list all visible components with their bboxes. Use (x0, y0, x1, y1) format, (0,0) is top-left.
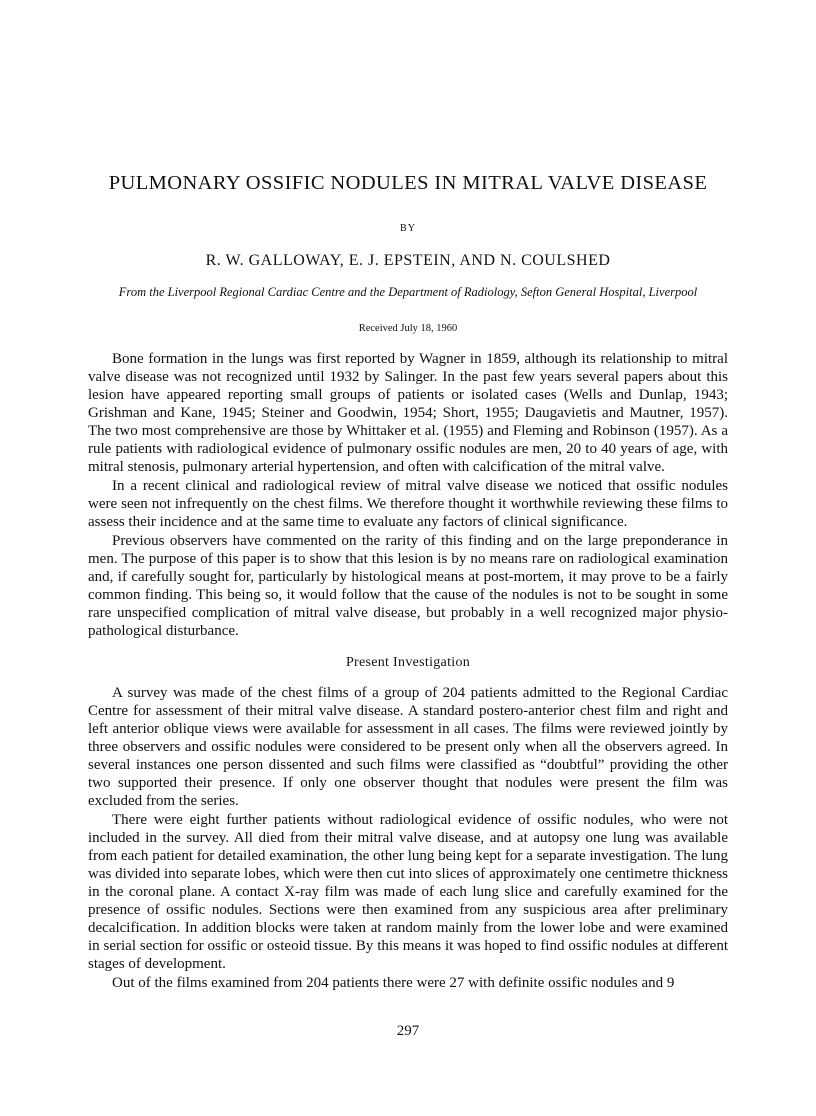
page-number: 297 (396, 1023, 420, 1039)
article-body (88, 350, 728, 993)
section-heading: Present Investigation (345, 655, 471, 670)
article-title: PULMONARY OSSIFIC NODULES IN MITRAL VALVE DISEASE (108, 172, 708, 194)
paragraph: Out of the films examined from 204 patients there were 27 with definite ossific nodules and 9 (112, 975, 675, 991)
paragraph: Bone formation in the lungs was first reported by Wagner in 1859, although its relationship to mitral valve disease was not recognized until 1932 by Salinger. In the past few years several papers about this lesion have appeared reporting small groups of patients or isolated cases (Wells and Dunlap, 1943; Grishman and Kane, 1945; Steiner and Goodwin, 1954; Short, 1955; Daugavietis and Mautner, 1957). The two most comprehensive are those by Whittaker et al. (1955) and Fleming and Robinson (1957). As a rule patients with radiological evidence of pulmonary ossific nodules are men, 20 to 40 years of age, with mitral stenosis, pulmonary arterial hypertension, and often with calcification of the mitral valve. (88, 351, 728, 475)
paragraph: There were eight further patients without radiological evidence of ossific nodules, who were not included in the survey. All died from their mitral valve disease, and at autopsy one lung was available from each patient for detailed examination, the other lung being kept for a separate investigation. The lung was divided into separate lobes, which were then cut into slices of approximately one centimetre thickness in the coronal plane. A contact X-ray film was made of each lung slice and carefully examined for the presence of ossific nodules. Sections were then examined from any suspicious area after preliminary decalcification. In addition blocks were taken at random mainly from the lower lobe and were examined in serial section for ossific or osteoid tissue. By this means it was hoped to find ossific nodules at different stages of development. (88, 812, 728, 972)
affiliation: From the Liverpool Regional Cardiac Centre and the Department of Radiology, Sefton General Hospital, Liverpool (118, 285, 698, 299)
paragraph: A survey was made of the chest films of a group of 204 patients admitted to the Regional Cardiac Centre for assessment of their mitral valve disease. A standard postero-anterior chest film and right and left anterior oblique views were available for assessment in all cases. The films were reviewed jointly by three observers and ossific nodules were considered to be present only when all the observers agreed. In several instances one person dissented and such films were classified as “doubtful” providing the other two supported their presence. If only one observer thought that nodules were present the film was excluded from the series. (88, 685, 728, 809)
paragraph: Previous observers have commented on the rarity of this finding and on the large preponderance in men. The purpose of this paper is to show that this lesion is by no means rare on radiological examination and, if carefully sought for, particularly by histological means at post-mortem, it may prove to be a fairly common finding. This being so, it would follow that the cause of the nodules is not to be sought in some rare unspecified complication of mitral valve disease, but probably in a well recognized major physio-pathological disturbance. (88, 533, 728, 639)
received-date: Received July 18, 1960 (358, 323, 458, 334)
authors: R. W. GALLOWAY, E. J. EPSTEIN, AND N. COULSHED (205, 252, 611, 269)
by-line: BY (400, 223, 416, 234)
paragraph: In a recent clinical and radiological review of mitral valve disease we noticed that ossific nodules were seen not infrequently on the chest films. We therefore thought it worthwhile reviewing these films to assess their incidence and at the same time to evaluate any factors of clinical significance. (88, 478, 728, 530)
